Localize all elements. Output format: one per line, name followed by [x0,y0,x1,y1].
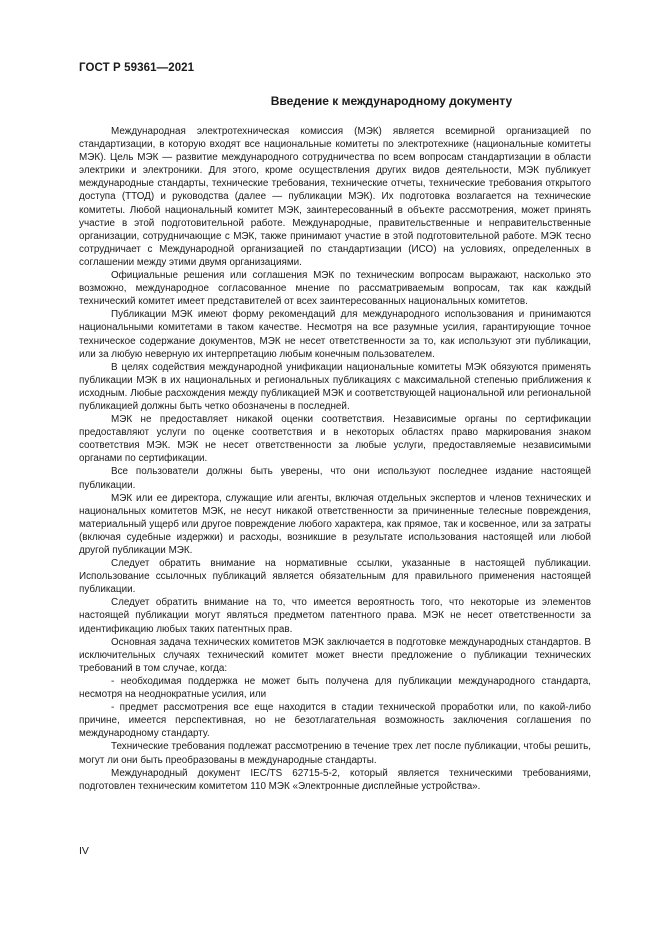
document-header: ГОСТ Р 59361—2021 [79,62,195,74]
document-body [79,125,591,793]
paragraph: Международный документ IEC/TS 62715-5-2, который является техническими требованиями, подготовлен техническим комитетом 110 МЭК «Электронные дисплейные устройства». [79,767,591,792]
paragraph: Технические требования подлежат рассмотрению в течение трех лет после публикации, чтобы решить, могут ли они быть преобразованы в международные стандарты. [79,741,591,766]
paragraph: В целях содействия международной унификации национальные комитеты МЭК обязуются применять публикации МЭК в их национальных и региональных публикациях с максимальной степенью приближения к исходным. Любые расхождения между публикацией МЭК и соответствующей национальной или региональной публикацией должны быть четко обозначены в последней. [79,361,591,412]
paragraph: МЭК не предоставляет никакой оценки соответствия. Независимые органы по сертификации предоставляют услуги по оценке соответствия и в некоторых областях право маркирования знаком соответствия МЭК. МЭК не несет ответственности за любые услуги, предоставляемые независимыми органами по сертификации. [79,414,591,465]
paragraph: Все пользователи должны быть уверены, что они используют последнее издание настоящей публикации. [79,466,591,491]
paragraph: Следует обратить внимание на нормативные ссылки, указанные в настоящей публикации. Использование ссылочных публикаций является обязательным для правильного применения настоящей публикации. [79,558,591,596]
page-number: IV [79,845,89,857]
list-item: - необходимая поддержка не может быть получена для публикации международного стандарта, несмотря на неоднократные усилия, или [79,675,591,701]
list-item: - предмет рассмотрения все еще находится в стадии технической проработки или, по какой-либо причине, имеется перспективная, но не безотлагательная возможность заключения соглашения по международному стандарту. [79,702,591,740]
section-title: Введение к международному документу [270,94,513,108]
paragraph: Публикации МЭК имеют форму рекомендаций для международного использования и принимаются национальными комитетами в таком качестве. Несмотря на все разумные усилия, гарантирующие точное техническое содержание документов, МЭК не несет ответственности за то, как используют эти публикации, или за любую неверную их интерпретацию любым конечным пользователем. [79,309,591,360]
paragraph: Основная задача технических комитетов МЭК заключается в подготовке международных стандартов. В исключительных случаях технический комитет может внести предложение о публикации технических требований в том случае, когда: [79,636,591,674]
paragraph: Официальные решения или соглашения МЭК по техническим вопросам выражают, насколько это возможно, международное согласованное мнение по рассматриваемым вопросам, так как каждый технический комитет имеет представителей от всех заинтересованных национальных комитетов. [79,270,591,308]
paragraph: Следует обратить внимание на то, что имеется вероятность того, что некоторые из элементов настоящей публикации могут являться предметом патентного права. МЭК не несет ответственности за идентификацию любых таких патентных прав. [79,597,591,635]
paragraph: МЭК или ее директора, служащие или агенты, включая отдельных экспертов и членов технических и национальных комитетов МЭК, не несут никакой ответственности за причиненные телесные повреждения, материальный ущерб или другое повреждение любого характера, как прямое, так и косвенное, или за затраты (включая судебные издержки) и расходы, возникшие в результате использования настоящей или любой другой публикации МЭК. [79,492,591,556]
paragraph: Международная электротехническая комиссия (МЭК) является всемирной организацией по стандартизации, в которую входят все национальные комитеты по электротехнике (национальные комитеты МЭК). Цель МЭК — развитие международного сотрудничества по всем вопросам стандартизации в области электрики и электроники. Для этого, кроме осуществления других видов деятельности, МЭК публикует международные стандарты, технические требования, технические отчеты, технические требования открытого доступа (ТТОД) и руководства (далее — публикации МЭК). Их подготовка возлагается на технические комитеты. Любой национальный комитет МЭК, заинтересованный в объекте рассмотрения, может принять участие в этой подготовительной работе. Международные, правительственные и неправительственные организации, сотрудничающие с МЭК, также принимают участие в этой подготовительной работе. МЭК тесно сотрудничает с Международной организацией по стандартизации (ИСО) на условиях, определенных в соглашении между этими двумя организациями. [79,126,591,268]
